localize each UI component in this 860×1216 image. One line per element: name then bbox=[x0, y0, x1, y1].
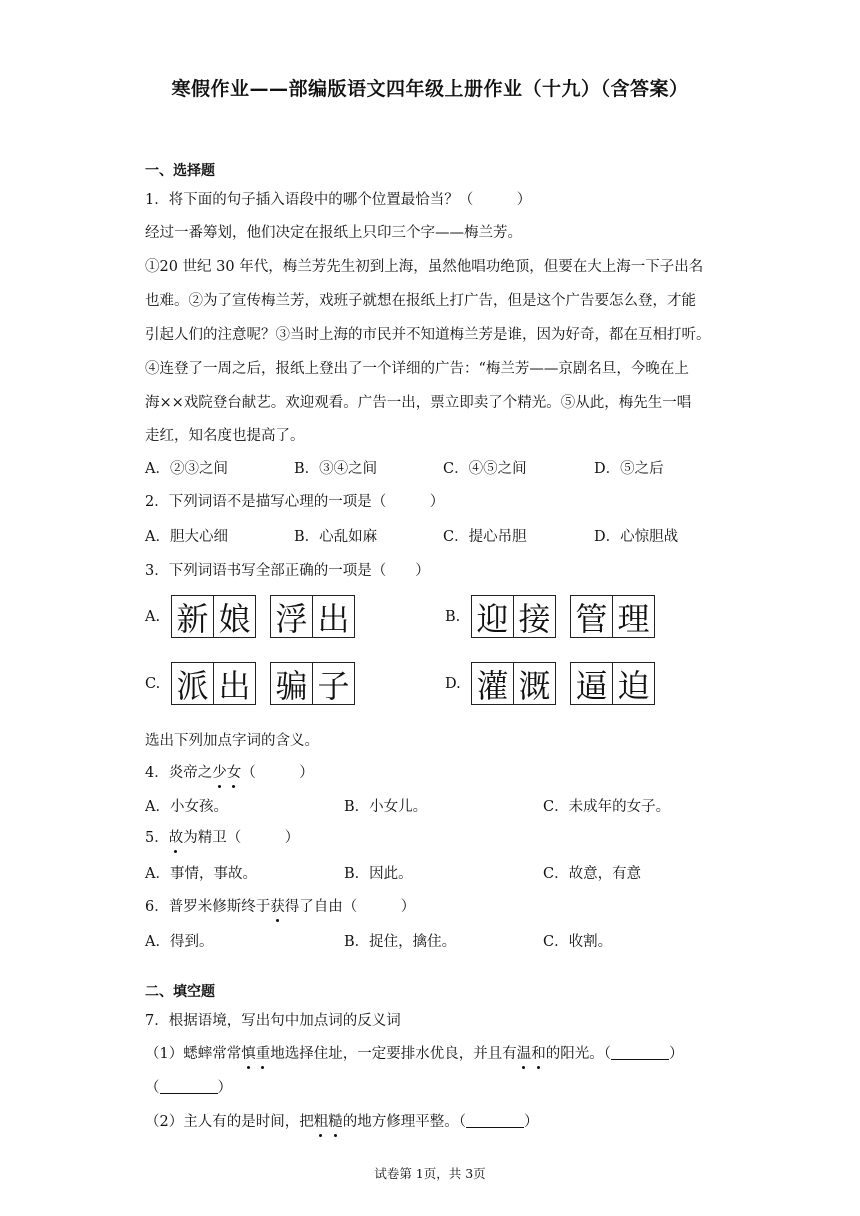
stem-text: ） bbox=[668, 1046, 684, 1062]
question-7-sentence-2 bbox=[145, 1110, 538, 1131]
character-cell: 迫 bbox=[612, 663, 654, 704]
question-4-option-c: C．未成年的女子。 bbox=[543, 799, 671, 815]
question-5-option-b: B．因此。 bbox=[344, 866, 413, 882]
section-heading-choice: 一、选择题 bbox=[145, 163, 215, 179]
character-cell: 出 bbox=[213, 663, 255, 704]
stem-text: ） bbox=[523, 1114, 539, 1130]
stem-text: 地选择住址，一定要排水优良，并且有 bbox=[270, 1046, 517, 1062]
option-label: C. bbox=[145, 675, 161, 692]
stem-text: ） bbox=[217, 1080, 232, 1096]
section-heading-fill-in: 二、填空题 bbox=[145, 984, 215, 1000]
character-grid bbox=[171, 595, 256, 638]
stem-text: 5． bbox=[145, 830, 169, 846]
character-cell: 娘 bbox=[213, 596, 255, 637]
character-grid bbox=[471, 662, 556, 705]
question-6-option-a: A．得到。 bbox=[145, 934, 214, 950]
question-4-option-a: A．小女孩。 bbox=[145, 799, 228, 815]
character-grid bbox=[270, 662, 355, 705]
stem-text: 为精卫（ ） bbox=[183, 830, 300, 846]
question-7-stem: 7．根据语境，写出句中加点词的反义词 bbox=[145, 1013, 401, 1029]
question-7-sentence-1 bbox=[145, 1042, 683, 1063]
question-1-paragraph-line: 海××戏院登台献艺。欢迎观看。广告一出，票立即卖了个精光。⑤从此，梅先生一唱 bbox=[145, 395, 692, 411]
character-grid bbox=[270, 595, 355, 638]
question-3-option-d bbox=[445, 662, 669, 705]
dotted-character: 慎 bbox=[241, 1042, 256, 1063]
character-grid bbox=[171, 662, 256, 705]
question-5-option-a: A．事情，事故。 bbox=[145, 866, 257, 882]
question-7-sentence-1-blank-2 bbox=[145, 1076, 232, 1097]
question-6-stem bbox=[145, 895, 415, 916]
character-cell: 浮 bbox=[275, 599, 308, 638]
stem-text: （ bbox=[145, 1080, 160, 1096]
option-label: B. bbox=[445, 608, 461, 625]
question-2-stem: 2．下列词语不是描写心理的一项是（ ） bbox=[145, 494, 445, 510]
stem-text: 6．普罗米修斯终于 bbox=[145, 899, 271, 915]
question-1-paragraph-line: 走红，知名度也提高了。 bbox=[145, 428, 305, 444]
question-1-option-c: C．④⑤之间 bbox=[443, 461, 527, 477]
question-1-option-a: A．②③之间 bbox=[145, 461, 228, 477]
character-cell: 迎 bbox=[476, 599, 509, 638]
option-label: D. bbox=[445, 675, 461, 692]
question-4-stem bbox=[145, 761, 314, 782]
page-title: 寒假作业——部编版语文四年级上册作业（十九）（含答案） bbox=[171, 78, 689, 100]
stem-text: 的地方修理平整。（ bbox=[342, 1114, 466, 1130]
question-1-paragraph-line: 引起人们的注意呢？③当时上海的市民并不知道梅兰芳是谁，因为好奇，都在互相打听。 bbox=[145, 327, 711, 343]
character-grid bbox=[570, 595, 655, 638]
character-cell: 理 bbox=[612, 596, 654, 637]
character-cell: 新 bbox=[176, 599, 209, 638]
question-1-stem: 1．将下面的句子插入语段中的哪个位置最恰当？（ ） bbox=[145, 192, 532, 208]
character-cell: 子 bbox=[312, 663, 354, 704]
character-cell: 骗 bbox=[275, 666, 308, 705]
answer-blank[interactable] bbox=[466, 1113, 524, 1128]
stem-text: （ ） bbox=[241, 765, 314, 781]
character-cell: 出 bbox=[312, 596, 354, 637]
question-3-option-c bbox=[145, 662, 369, 705]
question-3-option-b bbox=[445, 595, 669, 638]
question-1-option-b: B．③④之间 bbox=[294, 461, 378, 477]
question-1-paragraph-line: ④连登了一周之后，报纸上登出了一个详细的广告：“梅兰芳——京剧名旦，今晚在上 bbox=[145, 361, 689, 377]
dotted-character: 少 bbox=[212, 761, 227, 782]
question-1-paragraph-line: ①20 世纪 30 年代，梅兰芳先生初到上海，虽然他唱功绝顶，但要在大上海一下子出名 bbox=[145, 259, 704, 275]
dotted-character: 粗 bbox=[314, 1110, 329, 1131]
character-grid bbox=[570, 662, 655, 705]
character-cell: 溉 bbox=[513, 663, 555, 704]
question-1-option-d: D．⑤之后 bbox=[594, 461, 664, 477]
instruction-text: 选出下列加点字词的含义。 bbox=[145, 733, 319, 749]
character-cell: 接 bbox=[513, 596, 555, 637]
question-6-option-c: C．收割。 bbox=[543, 934, 613, 950]
answer-blank[interactable] bbox=[611, 1045, 669, 1060]
question-5-option-c: C．故意，有意 bbox=[543, 866, 642, 882]
question-2-option-a: A．胆大心细 bbox=[145, 529, 228, 545]
page-footer: 试卷第 1页，共 3页 bbox=[374, 1166, 486, 1181]
stem-text: （1）蟋蟀常常 bbox=[145, 1046, 242, 1062]
stem-text: （2）主人有的是时间，把 bbox=[145, 1114, 314, 1130]
question-2-option-c: C．提心吊胆 bbox=[443, 529, 527, 545]
answer-blank[interactable] bbox=[160, 1079, 218, 1094]
character-cell: 管 bbox=[575, 599, 608, 638]
character-cell: 灌 bbox=[476, 666, 509, 705]
question-4-option-b: B．小女儿。 bbox=[344, 799, 428, 815]
character-cell: 逼 bbox=[575, 666, 608, 705]
character-cell: 派 bbox=[176, 666, 209, 705]
question-2-option-b: B．心乱如麻 bbox=[294, 529, 378, 545]
dotted-character: 糙 bbox=[328, 1110, 343, 1131]
question-1-sentence: 经过一番筹划，他们决定在报纸上只印三个字——梅兰芳。 bbox=[145, 225, 522, 241]
dotted-character: 故 bbox=[169, 826, 184, 847]
question-2-option-d: D．心惊胆战 bbox=[594, 529, 679, 545]
question-6-option-b: B．捉住，擒住。 bbox=[344, 934, 457, 950]
question-3-stem: 3．下列词语书写全部正确的一项是（ ） bbox=[145, 563, 430, 579]
question-3-option-a bbox=[145, 595, 369, 638]
dotted-character: 温 bbox=[517, 1042, 532, 1063]
question-1-paragraph-line: 也难。②为了宣传梅兰芳，戏班子就想在报纸上打广告，但是这个广告要怎么登，才能 bbox=[145, 293, 696, 309]
stem-text: 的阳光。（ bbox=[545, 1046, 611, 1062]
option-label: A. bbox=[145, 608, 161, 625]
dotted-character: 女 bbox=[227, 761, 242, 782]
character-grid bbox=[471, 595, 556, 638]
dotted-character: 获 bbox=[270, 895, 285, 916]
dotted-character: 重 bbox=[256, 1042, 271, 1063]
stem-text: 得了自由（ ） bbox=[284, 899, 416, 915]
question-5-stem bbox=[145, 826, 299, 847]
stem-text: 4．炎帝之 bbox=[145, 765, 213, 781]
dotted-character: 和 bbox=[531, 1042, 546, 1063]
